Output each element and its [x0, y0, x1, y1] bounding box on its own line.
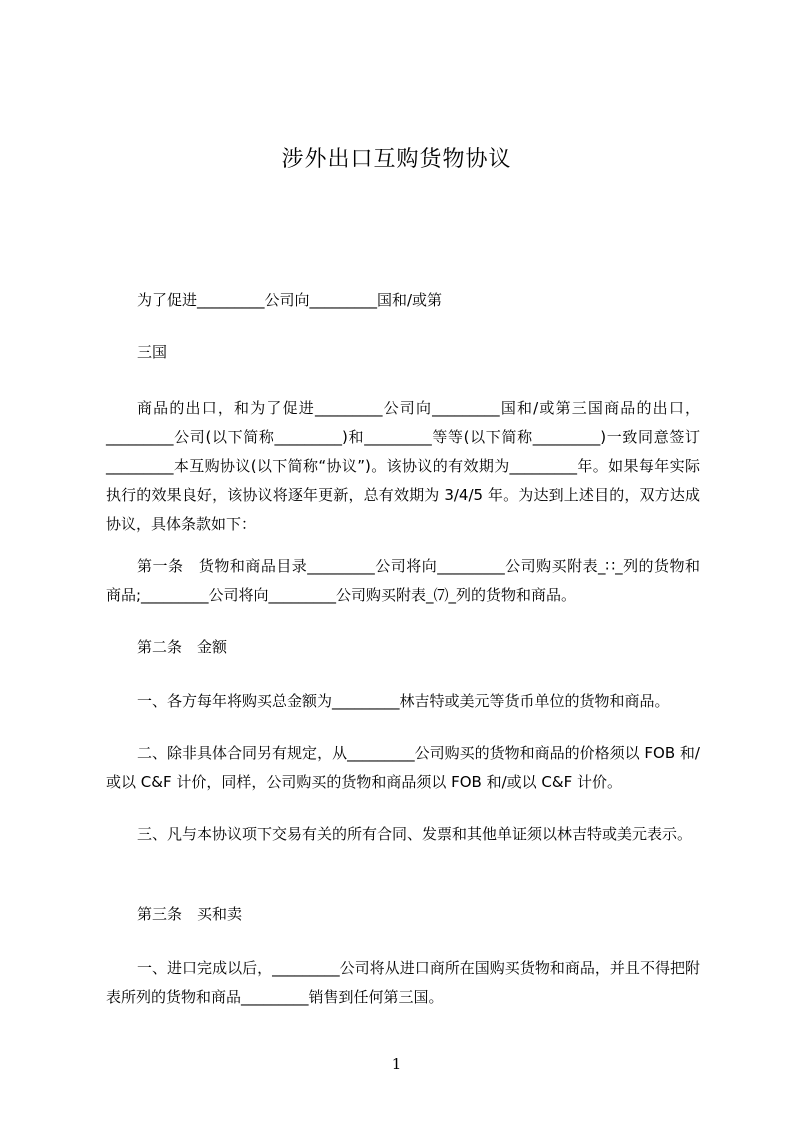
paragraph-article-2-item-1: 一、各方每年将购买总金额为_________林吉特或美元等货币单位的货物和商品。 [137, 692, 670, 710]
paragraph-article-3-item-1: 一、进口完成以后，_________公司将从进口商所在国购买货物和商品，并且不得把附表所列的货物和商品_________销售到任何第三国。 [106, 959, 700, 1006]
heading-article-3: 第三条 买和卖 [137, 905, 243, 923]
document-title: 涉外出口互购货物协议 [281, 147, 512, 172]
paragraph-article-1: 第一条 货物和商品目录_________公司将向_________公司购买附表_∷_列的货物和商品;_________公司将向_________公司购买附表_⑺_列的货物和商品。 [106, 557, 700, 604]
paragraph-third-country: 三国 [137, 343, 168, 361]
paragraph-preamble: 商品的出口，和为了促进_________公司向_________国和/或第三国商品的出口，_________公司(以下简称_________)和_________等等(以下简称_________)一致同意签订_________本互购协议(以下简称“协议”)。该协议的有效期为_________年。如果每年实际执行的效果良好，该协议将逐年更新，总有效期为 3/4/5 年。为达到上述目的，双方达成协议，具体条款如下： [106, 399, 700, 533]
paragraph-article-2-item-2: 二、除非具体合同另有规定，从_________公司购买的货物和商品的价格须以 FOB 和/或以 C&F 计价，同样，公司购买的货物和商品须以 FOB 和/或以 C&F 计价。 [106, 744, 700, 791]
paragraph-intro-line: 为了促进_________公司向_________国和/或第 [137, 291, 443, 309]
heading-article-2: 第二条 金额 [137, 638, 228, 656]
paragraph-article-2-item-3: 三、凡与本协议项下交易有关的所有合同、发票和其他单证须以林吉特或美元表示。 [137, 825, 693, 843]
page-number: 1 [391, 1055, 402, 1073]
